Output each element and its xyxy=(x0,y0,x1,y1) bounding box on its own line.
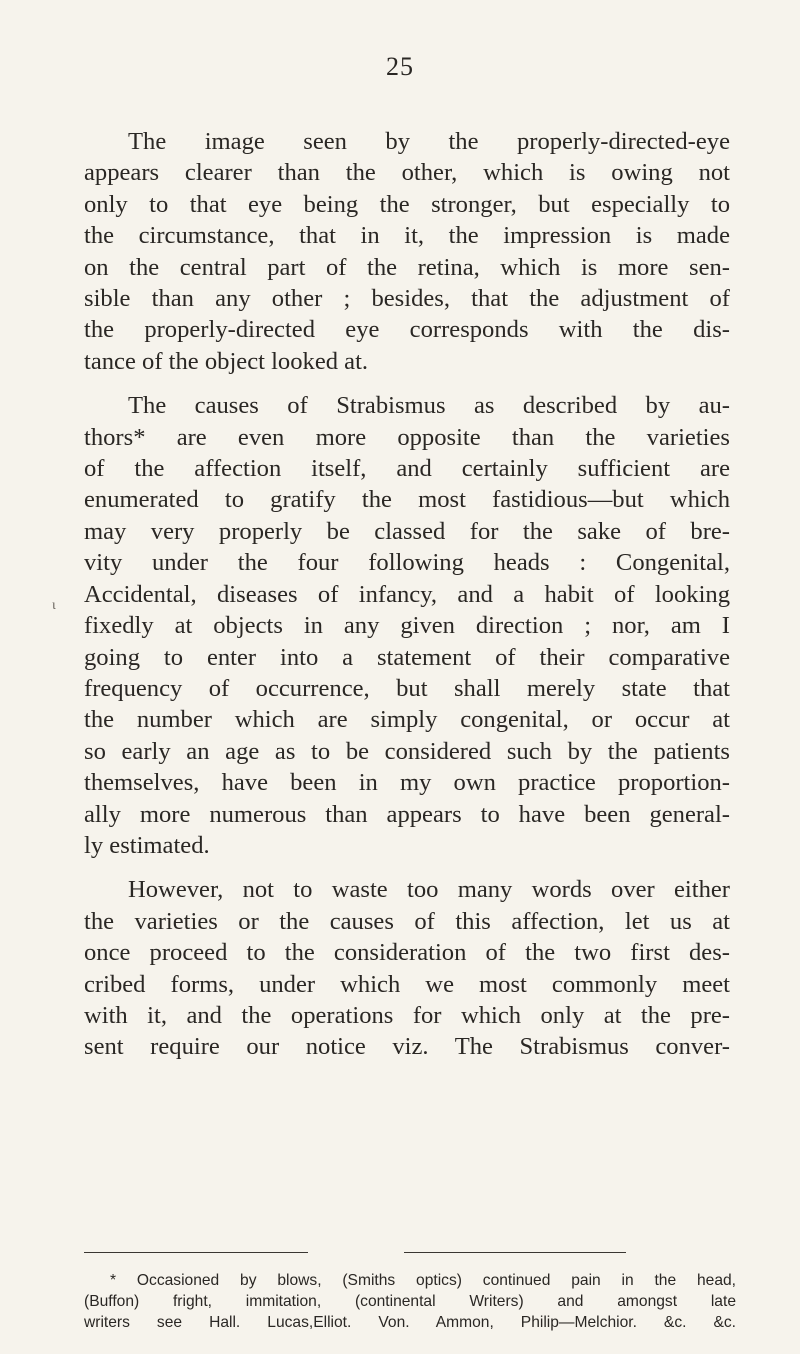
margin-mark: ι xyxy=(52,598,56,613)
text-line: Accidental, diseases of infancy, and a habit of looking xyxy=(84,580,730,608)
text-line: with it, and the operations for which only at the pre- xyxy=(84,1001,730,1029)
text-line: the properly-directed eye corresponds with the dis- xyxy=(84,316,730,344)
footnote xyxy=(84,1270,736,1333)
text-line: sent require our notice viz. The Strabismus conver- xyxy=(84,1033,730,1061)
text-line: However, not to waste too many words over either xyxy=(128,876,730,904)
text-line: of the affection itself, and certainly sufficient are xyxy=(84,455,730,483)
text-line: enumerated to gratify the most fastidious—but which xyxy=(84,486,730,514)
text-line: thors* are even more opposite than the varieties xyxy=(84,423,730,451)
text-line: appears clearer than the other, which is owing not xyxy=(84,159,730,187)
text-line: ly estimated. xyxy=(84,831,210,859)
footnote-rule-right xyxy=(404,1252,626,1253)
text-line: going to enter into a statement of their comparative xyxy=(84,643,730,671)
text-line: The image seen by the properly-directed-eye xyxy=(128,128,730,155)
text-line: ally more numerous than appears to have been general- xyxy=(84,800,730,828)
text-line: cribed forms, under which we most commonly meet xyxy=(84,970,730,998)
text-line: frequency of occurrence, but shall merely state that xyxy=(84,674,730,702)
text-line: vity under the four following heads : Congenital, xyxy=(84,549,730,577)
paragraph-1 xyxy=(84,126,730,377)
text-line: the number which are simply congenital, or occur at xyxy=(84,706,730,734)
paragraph-3 xyxy=(84,874,730,1062)
text-line: the circumstance, that in it, the impression is made xyxy=(84,222,730,250)
text-line: fixedly at objects in any given direction ; nor, am I xyxy=(84,612,730,640)
text-line: tance of the object looked at. xyxy=(84,347,369,375)
text-line: once proceed to the consideration of the two first des- xyxy=(84,939,730,967)
text-line: only to that eye being the stronger, but especially to xyxy=(84,190,730,218)
text-line: on the central part of the retina, which is more sen- xyxy=(84,253,730,281)
text-line: The causes of Strabismus as described by au- xyxy=(128,392,730,420)
page-number: 25 xyxy=(386,52,414,81)
footnote-line: * Occasioned by blows, (Smiths optics) continued pain in the head, xyxy=(110,1272,736,1289)
footnote-line: writers see Hall. Lucas,Elliot. Von. Ammon, Philip—Melchior. &c. &c. xyxy=(84,1314,736,1331)
text-line: so early an age as to be considered such by the patients xyxy=(84,737,730,765)
text-line: may very properly be classed for the sake of bre- xyxy=(84,517,730,545)
footnote-line: (Buffon) fright, immitation, (continental Writers) and amongst late xyxy=(84,1293,736,1310)
paragraph-2 xyxy=(84,390,730,861)
text-line: sible than any other ; besides, that the adjustment of xyxy=(84,285,730,313)
text-line: the varieties or the causes of this affection, let us at xyxy=(84,907,730,935)
body-text xyxy=(84,126,730,1063)
footnote-rule xyxy=(84,1252,308,1253)
text-line: themselves, have been in my own practice proportion- xyxy=(84,769,730,797)
